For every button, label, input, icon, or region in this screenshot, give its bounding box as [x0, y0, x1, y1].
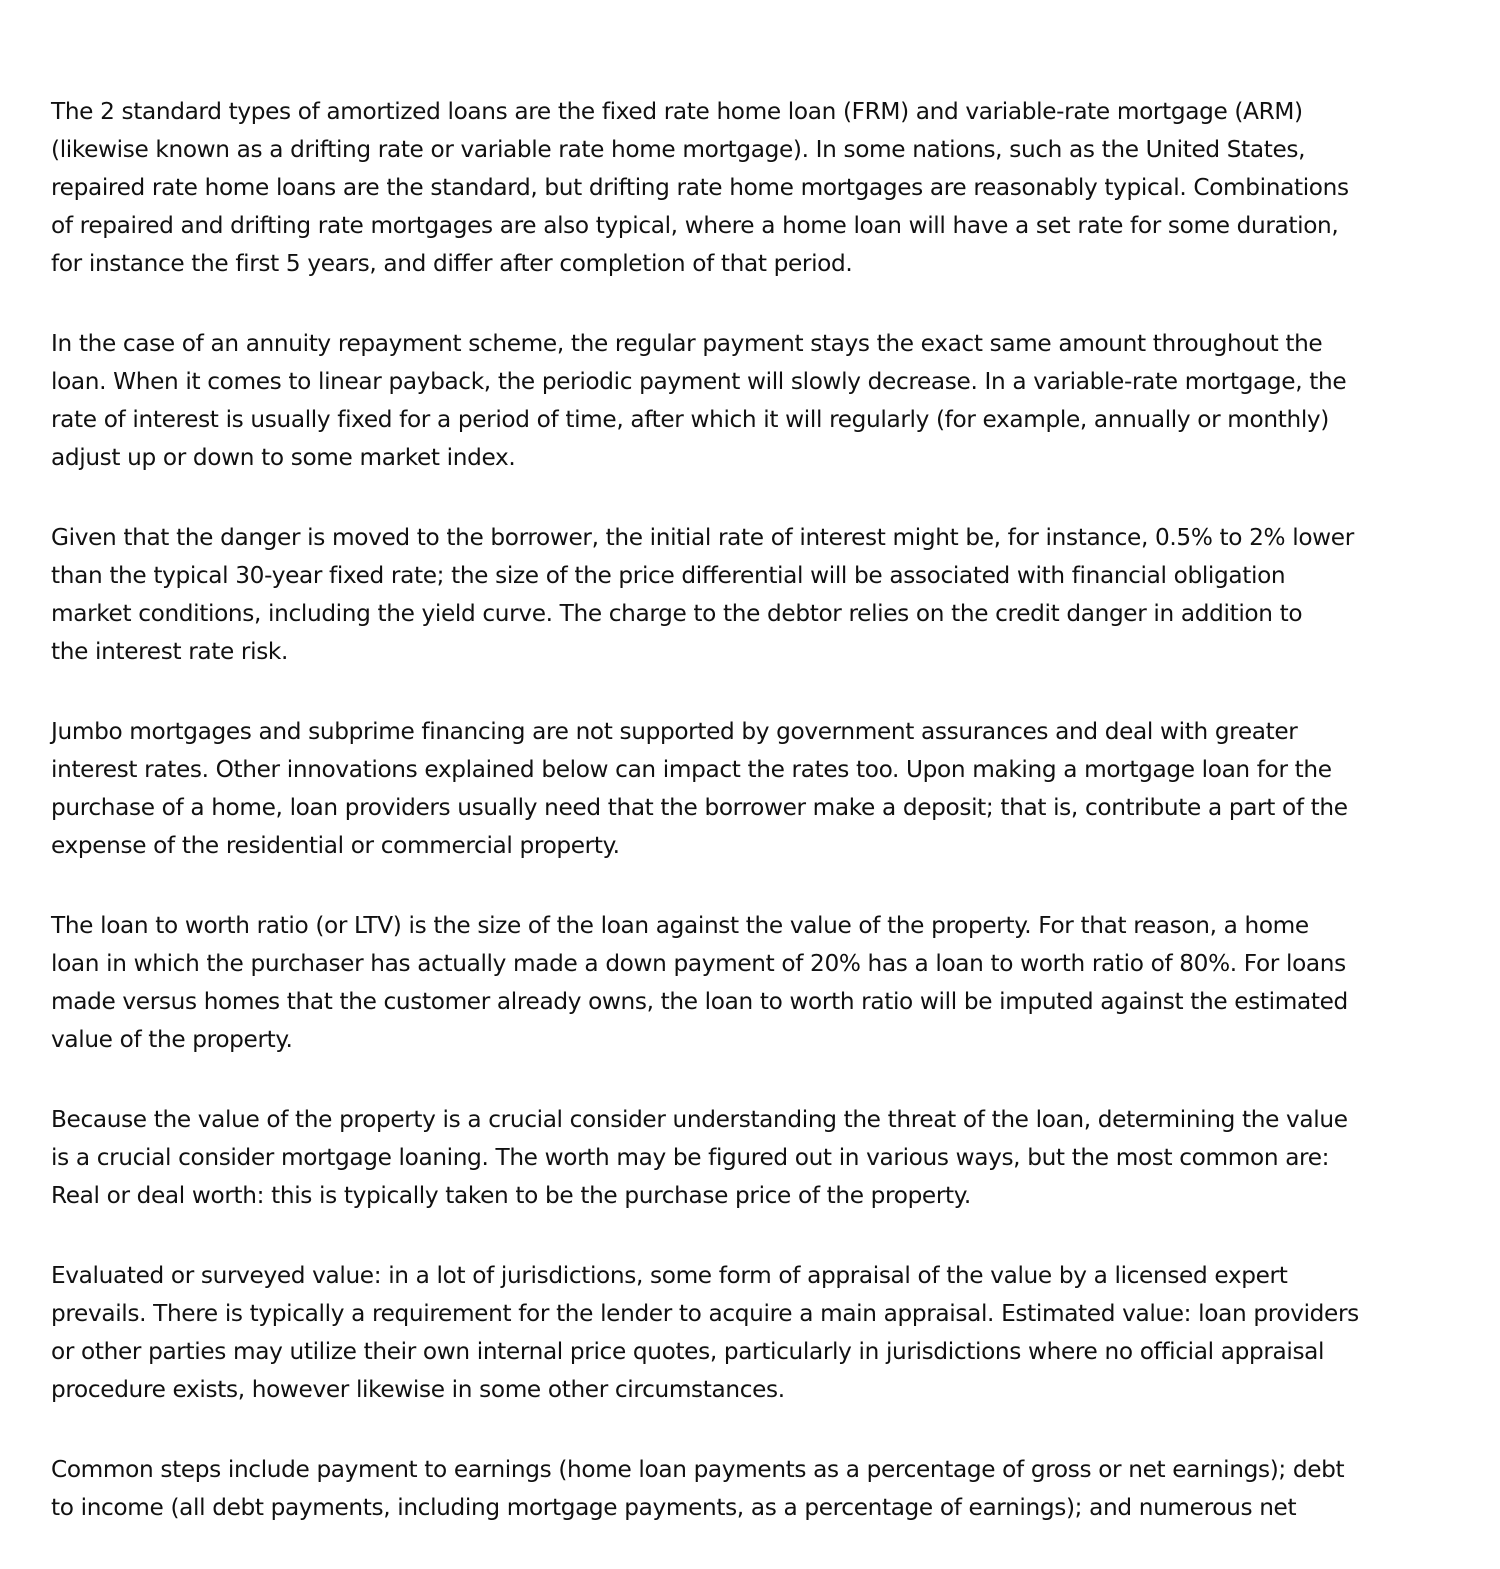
- text-line: loan in which the purchaser has actually made a down payment of 20% has a loan to worth ratio of 80%. For loans: [51, 950, 1346, 977]
- paragraph: [51, 1101, 1471, 1215]
- text-line: expense of the residential or commercial property.: [51, 832, 620, 859]
- text-line: Evaluated or surveyed value: in a lot of jurisdictions, some form of appraisal of the value by a licensed expert: [51, 1262, 1288, 1289]
- paragraph: [51, 325, 1471, 477]
- text-line: made versus homes that the customer already owns, the loan to worth ratio will be imputed against the estimated: [51, 988, 1348, 1015]
- text-line: for instance the first 5 years, and differ after completion of that period.: [51, 250, 853, 277]
- text-line: In the case of an annuity repayment scheme, the regular payment stays the exact same amount throughout the: [51, 330, 1323, 357]
- text-line: purchase of a home, loan providers usually need that the borrower make a deposit; that is, contribute a part of the: [51, 794, 1348, 821]
- document-body: [51, 93, 1471, 1569]
- text-line: repaired rate home loans are the standard, but drifting rate home mortgages are reasonably typical. Combinations: [51, 174, 1349, 201]
- text-line: of repaired and drifting rate mortgages are also typical, where a home loan will have a set rate for some duration,: [51, 212, 1339, 239]
- text-line: rate of interest is usually fixed for a period of time, after which it will regularly (for example, annually or monthly): [51, 406, 1329, 433]
- paragraph: [51, 907, 1471, 1059]
- text-line: than the typical 30-year fixed rate; the size of the price differential will be associated with financial obligation: [51, 562, 1286, 589]
- paragraph: [51, 713, 1471, 865]
- text-line: or other parties may utilize their own internal price quotes, particularly in jurisdictions where no official appraisal: [51, 1338, 1325, 1365]
- paragraph: [51, 93, 1471, 283]
- text-line: Common steps include payment to earnings (home loan payments as a percentage of gross or net earnings); debt: [51, 1456, 1345, 1483]
- text-line: Given that the danger is moved to the borrower, the initial rate of interest might be, for instance, 0.5% to 2% lower: [51, 524, 1354, 551]
- text-line: the interest rate risk.: [51, 638, 289, 665]
- text-line: The loan to worth ratio (or LTV) is the size of the loan against the value of the property. For that reason, a home: [51, 912, 1309, 939]
- text-line: interest rates. Other innovations explained below can impact the rates too. Upon making a mortgage loan for the: [51, 756, 1332, 783]
- text-line: Jumbo mortgages and subprime financing are not supported by government assurances and deal with greater: [51, 718, 1298, 745]
- text-line: The 2 standard types of amortized loans are the fixed rate home loan (FRM) and variable-rate mortgage (ARM): [51, 98, 1303, 125]
- text-line: to income (all debt payments, including mortgage payments, as a percentage of earnings); and numerous net: [51, 1494, 1297, 1521]
- text-line: procedure exists, however likewise in some other circumstances.: [51, 1376, 785, 1403]
- text-line: (likewise known as a drifting rate or variable rate home mortgage). In some nations, such as the United States,: [51, 136, 1306, 163]
- text-line: prevails. There is typically a requirement for the lender to acquire a main appraisal. Estimated value: loan providers: [51, 1300, 1359, 1327]
- text-line: market conditions, including the yield curve. The charge to the debtor relies on the credit danger in addition to: [51, 600, 1303, 627]
- text-line: loan. When it comes to linear payback, the periodic payment will slowly decrease. In a variable-rate mortgage, the: [51, 368, 1347, 395]
- paragraph: [51, 519, 1471, 671]
- text-line: Real or deal worth: this is typically taken to be the purchase price of the property.: [51, 1182, 971, 1209]
- paragraph: [51, 1257, 1471, 1409]
- text-line: adjust up or down to some market index.: [51, 444, 516, 471]
- text-line: value of the property.: [51, 1026, 293, 1053]
- text-line: is a crucial consider mortgage loaning. The worth may be figured out in various ways, but the most common are:: [51, 1144, 1330, 1171]
- text-line: Because the value of the property is a crucial consider understanding the threat of the loan, determining the value: [51, 1106, 1348, 1133]
- paragraph: [51, 1451, 1471, 1527]
